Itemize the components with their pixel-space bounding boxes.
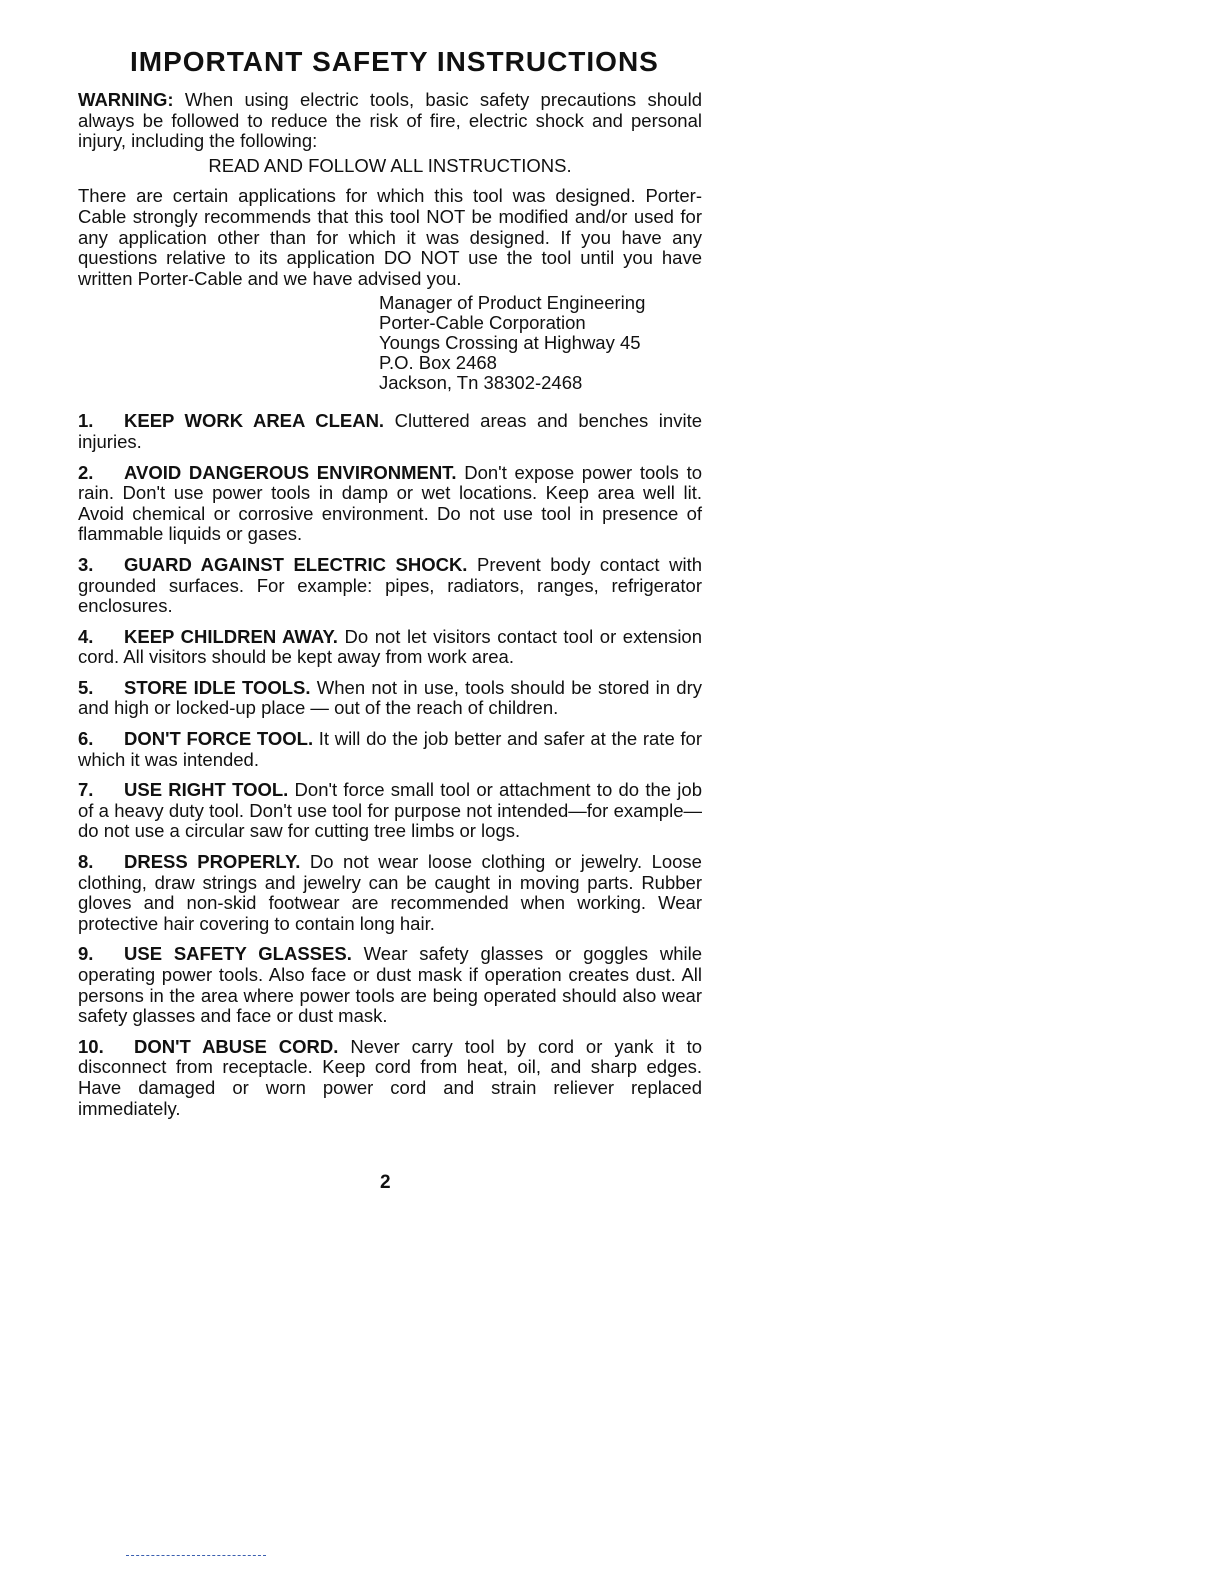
item-text: Don't expose power tools to rain. Don't use power tools in damp or wet locations. Keep area well lit. Avoid chemical or corrosive environment. Do not use tool in presence of flammable liquids or gases. (78, 461, 703, 545)
item-heading: USE SAFETY GLASSES. (124, 943, 352, 965)
item-text: Never carry tool by cord or yank it to disconnect from receptacle. Keep cord from heat, oil, and sharp edges. Have damaged or worn power cord and strain reliever replaced immediately. (78, 1035, 702, 1119)
item-text: Don't force small tool or attachment to do the job of a heavy duty tool. Don't use tool for purpose not intended—for example—do not use a circular saw for cutting tree limbs or logs. (78, 779, 702, 842)
item-heading: KEEP CHILDREN AWAY. (124, 625, 338, 647)
item-text: It will do the job better and safer at the rate for which it was intended. (78, 728, 702, 770)
warning-paragraph (78, 90, 702, 152)
item-number: 10. (78, 1035, 104, 1057)
safety-item (78, 555, 702, 617)
safety-item (78, 463, 702, 545)
address-block (379, 293, 702, 393)
read-follow-line: READ AND FOLLOW ALL INSTRUCTIONS. (208, 154, 572, 176)
item-text: Wear safety glasses or goggles while operating power tools. Also face or dust mask if operation creates dust. All persons in the area where power tools are being operated should also wear safety glasses and face or dust mask. (78, 943, 703, 1027)
item-text: Prevent body contact with grounded surfaces. For example: pipes, radiators, ranges, refrigerator enclosures. (78, 553, 703, 617)
page-number: 2 (380, 1172, 391, 1193)
item-text: When not in use, tools should be stored in dry and high or locked-up place — out of the reach of children. (78, 676, 703, 719)
item-number: 5. (78, 676, 94, 698)
item-number: 4. (78, 625, 94, 647)
item-heading: STORE IDLE TOOLS. (124, 676, 311, 698)
safety-item (78, 944, 702, 1026)
item-number: 6. (78, 728, 94, 750)
address-line: Manager of Product Engineering (379, 292, 646, 314)
item-number: 2. (78, 461, 94, 483)
address-line: Porter-Cable Corporation (379, 312, 586, 334)
intro-paragraph: There are certain applications for which this tool was designed. Porter-Cable strongly recommends that this tool NOT be modified and/or used for any application other than for which it was designed. If you have any questions relative to its application DO NOT use the tool until you have written Porter-Cable and we have advised you. (78, 185, 702, 289)
item-heading: DON'T ABUSE CORD. (134, 1035, 339, 1057)
safety-item (78, 627, 702, 668)
item-heading: DON'T FORCE TOOL. (124, 728, 314, 750)
safety-item (78, 1037, 702, 1119)
item-text: Cluttered areas and benches invite injuries. (78, 410, 702, 452)
safety-item (78, 411, 702, 452)
safety-item (78, 780, 702, 842)
item-heading: DRESS PROPERLY. (124, 851, 301, 873)
warning-text: When using electric tools, basic safety precautions should always be followed to reduce the risk of fire, electric shock and personal injury, including the following: (78, 89, 702, 152)
address-line: Youngs Crossing at Highway 45 (379, 332, 641, 354)
item-number: 9. (78, 943, 94, 965)
safety-item (78, 678, 702, 719)
address-line: Jackson, Tn 38302-2468 (379, 372, 583, 394)
address-line: P.O. Box 2468 (379, 352, 497, 374)
item-heading: GUARD AGAINST ELECTRIC SHOCK. (124, 553, 468, 575)
safety-item (78, 729, 702, 770)
item-number: 1. (78, 410, 94, 432)
footer-rule (126, 1555, 266, 1556)
item-heading: AVOID DANGEROUS ENVIRONMENT. (124, 461, 457, 483)
item-number: 3. (78, 553, 94, 575)
item-text: Do not wear loose clothing or jewelry. Loose clothing, draw strings and jewelry can be caught in moving parts. Rubber gloves and non-skid footwear are recommended when working. Wear protective hair covering to contain long hair. (78, 851, 702, 934)
item-heading: KEEP WORK AREA CLEAN. (124, 410, 385, 432)
instructions-page (78, 44, 702, 1129)
page-title: IMPORTANT SAFETY INSTRUCTIONS (130, 46, 659, 77)
safety-item (78, 852, 702, 934)
item-number: 8. (78, 851, 94, 873)
item-heading: USE RIGHT TOOL. (124, 779, 289, 801)
safety-items (78, 411, 702, 1119)
warning-label: WARNING: (78, 89, 174, 110)
item-number: 7. (78, 779, 94, 801)
item-text: Do not let visitors contact tool or extension cord. All visitors should be kept away from work area. (78, 625, 703, 668)
